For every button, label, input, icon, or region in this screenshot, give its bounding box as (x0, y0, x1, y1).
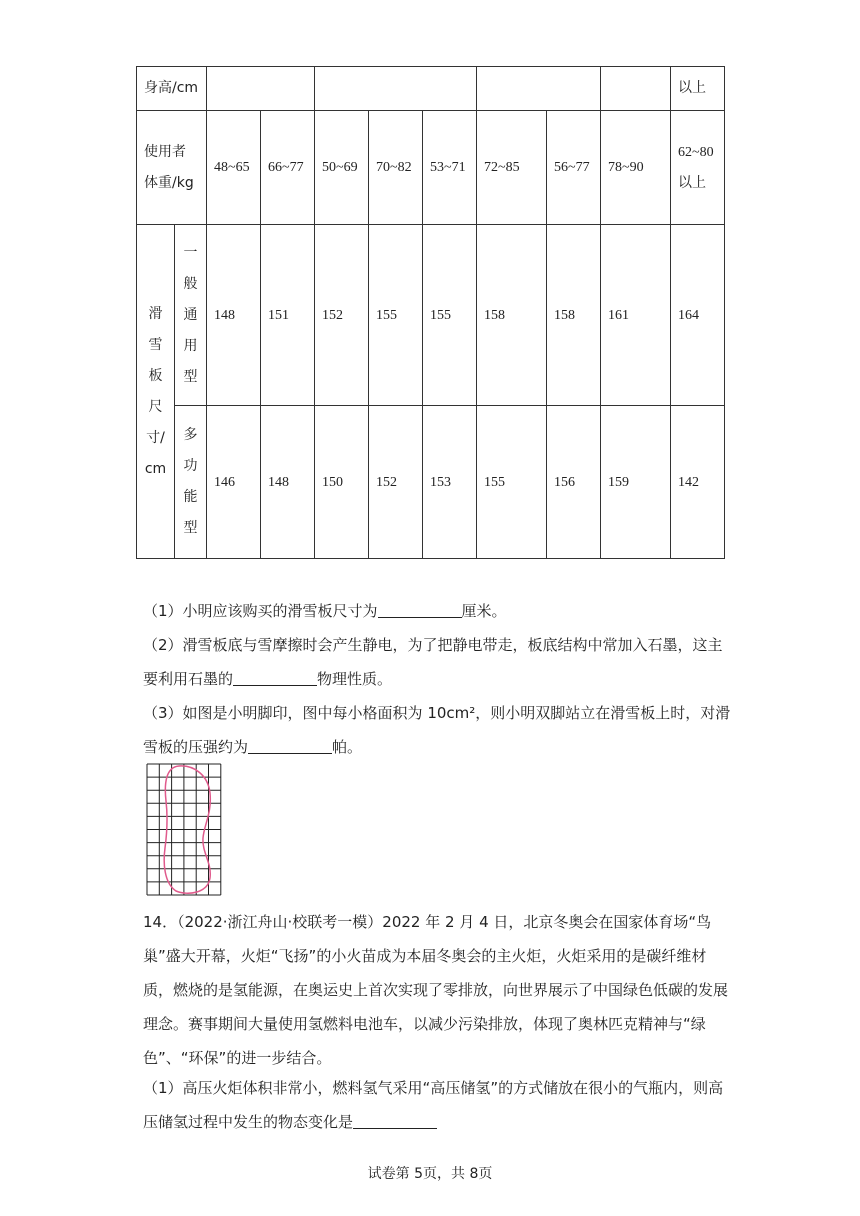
size-cell: 151 (261, 225, 315, 406)
sub1-text: （1）高压火炬体积非常小，燃料氢气采用“高压储氢”的方式储放在很小的气瓶内，则高压储氢过程中发生的物态变化是 (143, 1079, 724, 1131)
ski-size-group-label: 滑雪板尺寸/cm (137, 225, 175, 559)
q2-tail: 物理性质。 (317, 670, 393, 688)
weight-cell: 66~77 (261, 111, 315, 225)
size-cell: 152 (369, 406, 423, 559)
weight-cell: 48~65 (207, 111, 261, 225)
size-cell: 159 (601, 406, 671, 559)
size-cell: 158 (477, 225, 547, 406)
answer-blank[interactable] (248, 735, 332, 754)
size-cell: 153 (423, 406, 477, 559)
size-cell: 152 (315, 225, 369, 406)
weight-cell: 53~71 (423, 111, 477, 225)
size-cell: 142 (671, 406, 725, 559)
q1-unit: 厘米。 (461, 602, 507, 620)
q2-text: （2）滑雪板底与雪摩擦时会产生静电，为了把静电带走，板底结构中常加入石墨，这主要利用石墨的 (143, 636, 723, 688)
page-footer: 试卷第 5页，共 8页 (367, 1166, 493, 1182)
size-cell: 161 (601, 225, 671, 406)
height-label: 身高/cm (137, 67, 207, 111)
size-cell: 158 (547, 225, 601, 406)
footprint-grid-figure (146, 763, 222, 897)
weight-label: 使用者体重/kg (137, 111, 207, 225)
type-label-multi: 多功能型 (175, 406, 207, 559)
problem-14-sub1 (143, 1071, 733, 1139)
question-3 (143, 696, 733, 764)
problem-14 (143, 905, 733, 1075)
weight-cell: 50~69 (315, 111, 369, 225)
size-cell: 155 (369, 225, 423, 406)
question-1 (143, 594, 733, 628)
size-cell: 148 (207, 225, 261, 406)
size-cell: 156 (547, 406, 601, 559)
q3-unit: 帕。 (332, 738, 363, 756)
height-cell (477, 67, 601, 111)
height-cell (315, 67, 477, 111)
height-cell (207, 67, 315, 111)
height-cell (601, 67, 671, 111)
question-2 (143, 628, 733, 696)
q1-text: （1）小明应该购买的滑雪板尺寸为 (143, 602, 378, 620)
problem-14-text: 14．（2022·浙江舟山·校联考一模）2022 年 2 月 4 日，北京冬奥会在国家体育场“鸟巢”盛大开幕，火炬“飞扬”的小火苗成为本届冬奥会的主火炬，火炬采用的是碳纤维材质，燃烧的是氢能源，在奥运史上首次实现了零排放，向世界展示了中国绿色低碳的发展理念。赛事期间大量使用氢燃料电池车，以减少污染排放，体现了奥林匹克精神与“绿色”、“环保”的进一步结合。 (143, 913, 729, 1067)
size-cell: 155 (477, 406, 547, 559)
q3-text: （3）如图是小明脚印，图中每小格面积为 10cm²，则小明双脚站立在滑雪板上时，对滑雪板的压强约为 (143, 704, 731, 756)
size-cell: 155 (423, 225, 477, 406)
weight-cell: 78~90 (601, 111, 671, 225)
answer-blank[interactable] (233, 667, 317, 686)
weight-cell: 72~85 (477, 111, 547, 225)
height-last: 以上 (671, 67, 725, 111)
answer-blank[interactable] (378, 599, 462, 618)
ski-size-table (136, 66, 725, 559)
size-cell: 148 (261, 406, 315, 559)
type-label-general: 一般通用型 (175, 225, 207, 406)
weight-cell: 62~80 以上 (671, 111, 725, 225)
weight-cell: 56~77 (547, 111, 601, 225)
size-cell: 150 (315, 406, 369, 559)
answer-blank[interactable] (353, 1110, 437, 1129)
weight-cell: 70~82 (369, 111, 423, 225)
size-cell: 146 (207, 406, 261, 559)
size-cell: 164 (671, 225, 725, 406)
